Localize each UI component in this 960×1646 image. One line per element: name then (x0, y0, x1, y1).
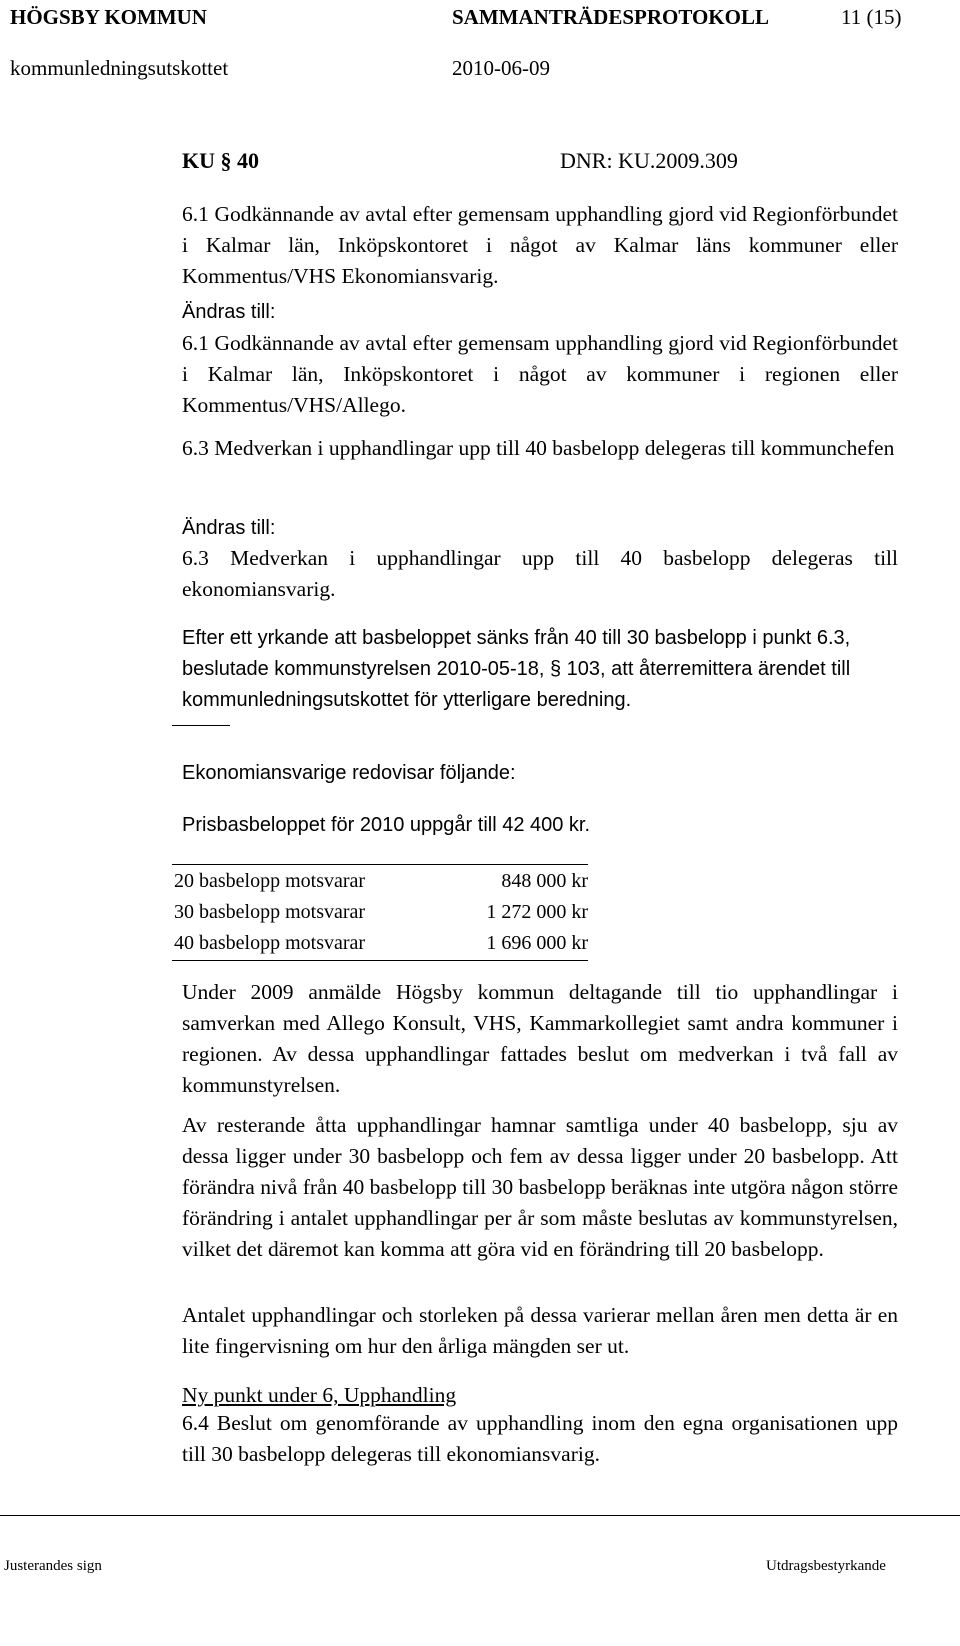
page-number: 11 (15) (841, 5, 902, 29)
paragraph-remaining-procurements: Av resterande åtta upphandlingar hamnar samtliga under 40 basbelopp, sju av dessa ligger under 30 basbelopp och fem av dessa ligger under 20 basbelopp. Att förändra nivå från 40 basbelopp till 30 basbelopp beräknas inte utgöra någon större förändring i antalet upphandlingar per år som måste beslutas av kommunstyrelsen, vilket det däremot kan komma att göra vid en förändring till 20 basbelopp. (182, 1113, 898, 1261)
paragraph-referral: Efter ett yrkande att basbeloppet sänks från 40 till 30 basbelopp i punkt 6.3, beslutade kommunstyrelsen 2010-05-18, § 103, att återremittera ärendet till kommunledningsutskottet för ytterligare beredning. (182, 627, 851, 711)
table-label-cell: 40 basbelopp motsvarar (174, 932, 366, 954)
case-id: KU § 40 (182, 148, 259, 173)
case-dnr: DNR: KU.2009.309 (560, 148, 738, 173)
paragraph-price-base: Prisbasbeloppet för 2010 uppgår till 42 400 kr. (182, 814, 591, 836)
paragraph-2009-procurements: Under 2009 anmälde Högsby kommun deltagande till tio upphandlingar i samverkan med Allego Konsult, VHS, Kammarkollegiet samt andra kommuner i regionen. Av dessa upphandlingar fattades beslut om medverkan i två fall av kommunstyrelsen. (182, 980, 898, 1097)
footer-signature-label: Justerandes sign (4, 1558, 102, 1574)
document-type: SAMMANTRÄDESPROTOKOLL (452, 5, 769, 29)
new-point-heading: Ny punkt under 6, Upphandling (182, 1383, 457, 1407)
committee-name: kommunledningsutskottet (10, 56, 229, 80)
table-bottom-rule (172, 960, 588, 961)
table-value-cell: 848 000 kr (501, 870, 588, 892)
table-row (172, 866, 590, 897)
paragraph-6-4: 6.4 Beslut om genomförande av upphandling inom den egna organisationen upp till 30 basbelopp delegeras till ekonomiansvarig. (182, 1411, 898, 1466)
paragraph-6-3-amended: 6.3 Medverkan i upphandlingar upp till 40 basbelopp delegeras till ekonomiansvarig. (182, 546, 898, 601)
paragraph-6-1-amended: 6.1 Godkännande av avtal efter gemensam upphandling gjord vid Regionförbundet i Kalmar län, Inköpskontoret i något av kommuner i regionen eller Kommentus/VHS/Allego. (182, 331, 898, 417)
table-label-cell: 20 basbelopp motsvarar (174, 870, 366, 892)
org-name: HÖGSBY KOMMUN (10, 5, 207, 29)
footer-rule (0, 1515, 960, 1516)
table-value-cell: 1 272 000 kr (486, 901, 588, 923)
change-label-1: Ändras till: (182, 301, 276, 323)
change-label-2: Ändras till: (182, 517, 276, 539)
paragraph-report-intro: Ekonomiansvarige redovisar följande: (182, 762, 516, 784)
table-row (172, 897, 590, 928)
meeting-date: 2010-06-09 (452, 56, 550, 80)
table-value-cell: 1 696 000 kr (486, 932, 588, 954)
footer-extract-label: Utdragsbestyrkande (766, 1558, 886, 1574)
separator-line (172, 725, 230, 726)
table-row (172, 928, 590, 959)
table-label-cell: 30 basbelopp motsvarar (174, 901, 366, 923)
paragraph-6-1-original: 6.1 Godkännande av avtal efter gemensam upphandling gjord vid Regionförbundet i Kalmar län, Inköpskontoret i något av Kalmar läns kommuner eller Kommentus/VHS Ekonomiansvarig. (182, 202, 898, 288)
amount-table (172, 866, 590, 959)
table-top-rule (172, 864, 588, 865)
paragraph-6-3-original: 6.3 Medverkan i upphandlingar upp till 40 basbelopp delegeras till kommunchefen (182, 436, 895, 460)
paragraph-variation: Antalet upphandlingar och storleken på dessa varierar mellan åren men detta är en lite fingervisning om hur den årliga mängden ser ut. (182, 1303, 898, 1358)
